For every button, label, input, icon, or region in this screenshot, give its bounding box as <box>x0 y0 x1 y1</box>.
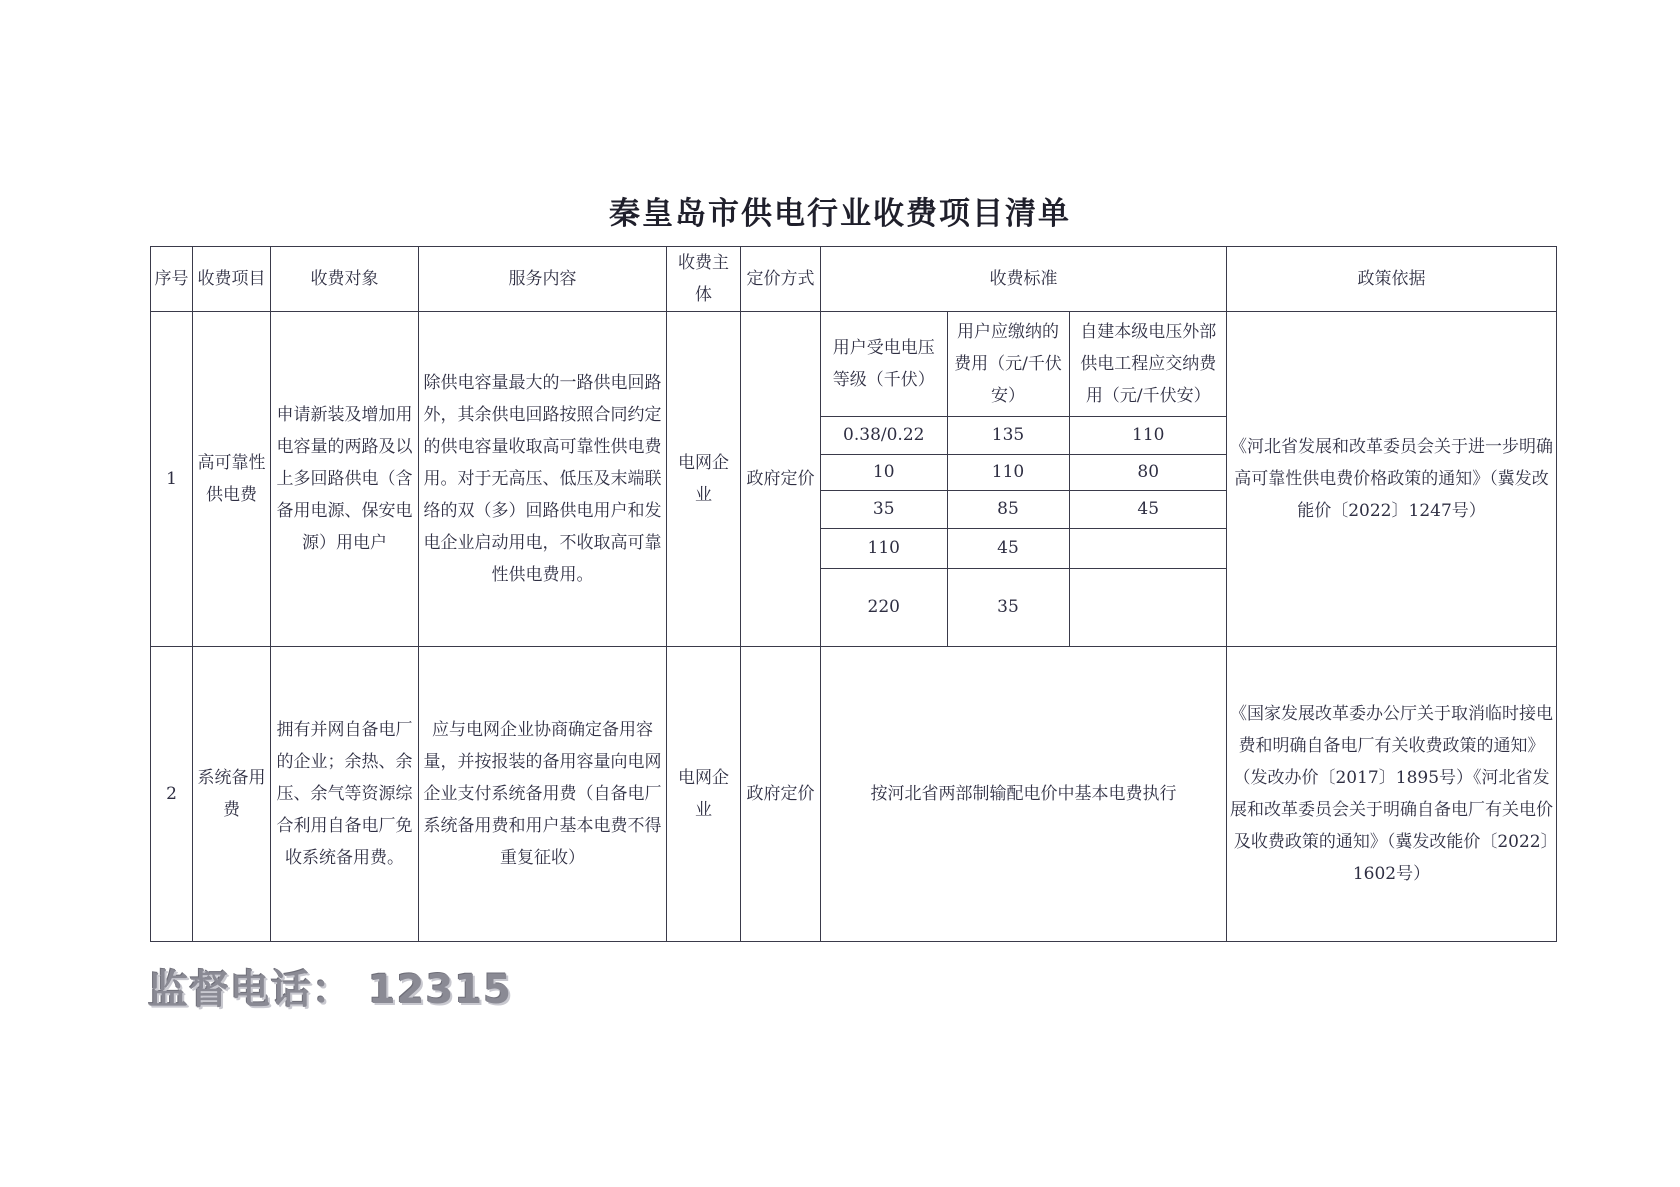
sub-self-built <box>1069 568 1227 646</box>
row-target: 拥有并网自备电厂的企业；余热、余压、余气等资源综合利用自备电厂免收系统备用费。 <box>271 647 419 942</box>
header-target: 收费对象 <box>271 247 419 312</box>
sub-fee: 45 <box>947 528 1069 568</box>
sub-self-built: 110 <box>1069 416 1227 454</box>
subheader-voltage: 用户受电电压等级（千伏） <box>821 312 947 416</box>
row-service: 除供电容量最大的一路供电回路外，其余供电回路按照合同约定的供电容量收取高可靠性供电费用。对于无高压、低压及末端联络的双（多）回路供电用户和发电企业启动用电，不收取高可靠性供电费用。 <box>419 312 667 647</box>
sub-self-built: 80 <box>1069 454 1227 490</box>
subtable-row <box>821 490 1227 528</box>
row-service: 应与电网企业协商确定备用容量，并按报装的备用容量向电网企业支付系统备用费（自备电厂系统备用费和用户基本电费不得重复征收） <box>419 647 667 942</box>
row-entity: 电网企业 <box>667 312 741 647</box>
sub-voltage: 10 <box>821 454 947 490</box>
sub-voltage: 110 <box>821 528 947 568</box>
sub-fee: 35 <box>947 568 1069 646</box>
sub-voltage: 220 <box>821 568 947 646</box>
row-seq: 1 <box>151 312 193 647</box>
sub-self-built: 45 <box>1069 490 1227 528</box>
header-entity: 收费主体 <box>667 247 741 312</box>
sub-self-built <box>1069 528 1227 568</box>
subtable-header-row <box>821 312 1227 416</box>
row-policy: 《国家发展改革委办公厅关于取消临时接电费和明确自备电厂有关收费政策的通知》（发改办价〔2017〕1895号）《河北省发展和改革委员会关于明确自备电厂有关电价及收费政策的通知》（冀发改能价〔2022〕1602号） <box>1227 647 1557 942</box>
header-policy: 政策依据 <box>1227 247 1557 312</box>
row-seq: 2 <box>151 647 193 942</box>
header-pricing: 定价方式 <box>741 247 821 312</box>
sub-fee: 85 <box>947 490 1069 528</box>
subtable-row <box>821 416 1227 454</box>
row-standard: 按河北省两部制输配电价中基本电费执行 <box>821 647 1227 942</box>
row-policy: 《河北省发展和改革委员会关于进一步明确高可靠性供电费价格政策的通知》（冀发改能价〔2022〕1247号） <box>1227 312 1557 647</box>
table-row <box>151 647 1557 942</box>
row-entity: 电网企业 <box>667 647 741 942</box>
standard-subtable-cell <box>821 312 1227 647</box>
fee-table <box>150 246 1557 942</box>
header-seq: 序号 <box>151 247 193 312</box>
sub-voltage: 0.38/0.22 <box>821 416 947 454</box>
row-pricing: 政府定价 <box>741 312 821 647</box>
header-item: 收费项目 <box>193 247 271 312</box>
sub-fee: 135 <box>947 416 1069 454</box>
row-item: 系统备用费 <box>193 647 271 942</box>
header-standard: 收费标准 <box>821 247 1227 312</box>
sub-voltage: 35 <box>821 490 947 528</box>
sub-fee: 110 <box>947 454 1069 490</box>
subheader-self-built: 自建本级电压外部供电工程应交纳费用（元/千伏安） <box>1069 312 1227 416</box>
header-row <box>151 247 1557 312</box>
row-item: 高可靠性供电费 <box>193 312 271 647</box>
row-pricing: 政府定价 <box>741 647 821 942</box>
subtable-row <box>821 568 1227 646</box>
table-row <box>151 312 1557 647</box>
subtable-row <box>821 454 1227 490</box>
subheader-fee: 用户应缴纳的费用（元/千伏安） <box>947 312 1069 416</box>
standard-subtable <box>821 312 1227 646</box>
subtable-row <box>821 528 1227 568</box>
supervision-hotline: 监督电话： 12315 <box>148 967 513 1013</box>
page-title: 秦皇岛市供电行业收费项目清单 <box>609 196 1071 232</box>
row-target: 申请新装及增加用电容量的两路及以上多回路供电（含备用电源、保安电源）用电户 <box>271 312 419 647</box>
header-service: 服务内容 <box>419 247 667 312</box>
